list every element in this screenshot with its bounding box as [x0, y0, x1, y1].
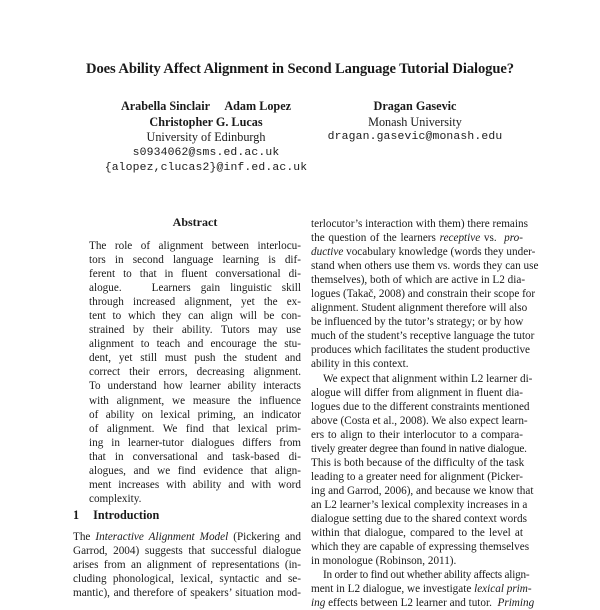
text-line: complexity.	[89, 492, 142, 505]
text-line: alogue will differ from alignment in fluent dia-	[311, 386, 523, 399]
text-line: ers to align to their interlocutor to a compara-	[311, 428, 523, 441]
text-line: above (Costa et al., 2008). We also expect learn-	[311, 414, 528, 427]
text-line: tors in second language learning is dif-	[89, 254, 301, 267]
text-line: ability in this context.	[311, 358, 409, 371]
section-heading-introduction	[73, 508, 173, 523]
text-line: We expect that alignment within L2 learner di-	[323, 372, 533, 385]
text-line	[73, 530, 301, 544]
text-line: tent to which they can align will be con-	[89, 310, 301, 323]
text-line: in monologue (Robinson, 2011).	[311, 555, 457, 568]
author-block-edinburgh	[96, 99, 316, 177]
section-number: 1	[73, 508, 80, 522]
author-email: {alopez,clucas2}@inf.ed.ac.uk	[104, 162, 308, 175]
text-line: dent, yet still must push the student and	[89, 352, 301, 365]
text-run: vs.	[480, 232, 505, 245]
text-run-italic: lexical prim-	[474, 583, 532, 596]
text-line: This is both because of the difficulty of the task	[311, 456, 525, 469]
author-names: Arabella Sinclair Adam Lopez	[120, 99, 292, 113]
section-title: Introduction	[93, 508, 160, 522]
author-email: dragan.gasevic@monash.edu	[327, 131, 503, 144]
text-run: vocabulary knowledge (words they under-	[343, 246, 536, 259]
text-line: arises from an alignment of representations (in-	[73, 559, 301, 572]
text-line: ferent to that in fluent conversational di-	[89, 268, 301, 281]
text-line: which they are capable of expressing themselves	[311, 541, 530, 554]
abstract-body	[89, 239, 301, 506]
text-line: an L2 learner’s lexical complexity increases in a	[311, 498, 528, 511]
text-line	[311, 231, 523, 245]
text-line: dialogue setting due to the shared context words	[311, 512, 527, 525]
text-line: leading to a greater need for alignment (Picker-	[311, 470, 523, 483]
text-line: The role of alignment between interlocu-	[89, 240, 301, 252]
text-line: alignment to teach and encourage the stu-	[89, 338, 301, 351]
text-line: themselves), both of which are active in L2 dia-	[311, 274, 526, 287]
text-line: Garrod, 2004) suggests that successful dialogue	[73, 545, 301, 558]
text-line: mantic), and therefore of speakers’ situation mod-	[73, 587, 301, 600]
author-email: s0934062@sms.ed.ac.uk	[132, 146, 280, 159]
text-line: correct their errors, decreasing alignment.	[89, 366, 301, 379]
introduction-body	[73, 530, 301, 600]
text-line: alignment. Student alignment therefore will also	[311, 302, 528, 315]
right-column	[311, 217, 539, 610]
text-line: with alignment, we measure the influence	[89, 394, 301, 407]
text-line: ing in learner-tutor dialogues differs from	[89, 436, 301, 449]
text-line: tively greater degree than found in native dialogue.	[311, 442, 527, 455]
text-line: of ability on lexical priming, an indicator	[89, 408, 301, 421]
text-line: produces which facilitates the student productive	[311, 344, 531, 357]
text-line: cluding phonological, lexical, syntactic and se-	[73, 573, 301, 586]
text-line: ing and Garrod, 2006), and because we know that	[311, 484, 534, 497]
text-line: In order to find out whether ability affects align-	[323, 569, 530, 582]
text-line: ment increases with ability and with word	[89, 478, 301, 491]
text-line: through increased alignment, yet the ex-	[89, 296, 301, 309]
text-line: within that dialogue, compared to the level at	[311, 527, 523, 540]
text-run-italic: receptive	[439, 232, 481, 245]
abstract-heading: Abstract	[172, 215, 218, 229]
author-affiliation: University of Edinburgh	[146, 130, 266, 145]
text-run-italic: pro-	[504, 232, 523, 245]
text-line: logues (Takač, 2008) and constrain their scope for	[311, 288, 536, 301]
text-run-italic: ductive	[311, 246, 344, 259]
text-line: alogues, and we find evidence that align-	[89, 464, 301, 477]
text-run: ment in L2 dialogue, we investigate	[311, 583, 475, 596]
text-run-italic: ing	[311, 597, 326, 610]
text-line: terlocutor’s interaction with them) there remains	[311, 218, 528, 230]
text-line: To understand how learner ability interacts	[89, 380, 301, 393]
text-run: the question of the learners	[311, 232, 440, 245]
text-line	[311, 245, 536, 259]
author-name: Dragan Gasevic	[373, 99, 457, 113]
text-line: alogue. Learners gain linguistic skill	[89, 282, 301, 295]
text-run: The	[73, 531, 96, 543]
paper-title: Does Ability Affect Alignment in Second Language Tutorial Dialogue?	[86, 61, 514, 77]
text-run: effects between L2 learner and tutor.	[325, 597, 498, 610]
left-column	[89, 239, 301, 506]
author-name: Christopher G. Lucas	[149, 114, 263, 129]
text-line	[311, 596, 535, 610]
text-run-italic: Priming	[497, 597, 535, 610]
text-line: much of the student’s receptive language the tutor	[311, 330, 535, 343]
author-block-monash	[305, 99, 525, 146]
text-line: strained by their ability. Tutors may use	[89, 324, 301, 337]
author-affiliation: Monash University	[368, 114, 462, 129]
text-line: of alignment. We find that lexical prim-	[89, 422, 301, 435]
text-line	[311, 582, 532, 596]
text-line: that in conversational and task-based di-	[89, 450, 301, 463]
text-line: be influenced by the tutor’s strategy; or by how	[311, 316, 524, 329]
text-run-italic: Interactive Alignment Model	[95, 531, 229, 543]
text-run: (Pickering and	[228, 531, 301, 543]
text-line: stand when others use them vs. words they can use	[311, 260, 539, 273]
text-line: logues due to the different constraints mentioned	[311, 400, 530, 413]
